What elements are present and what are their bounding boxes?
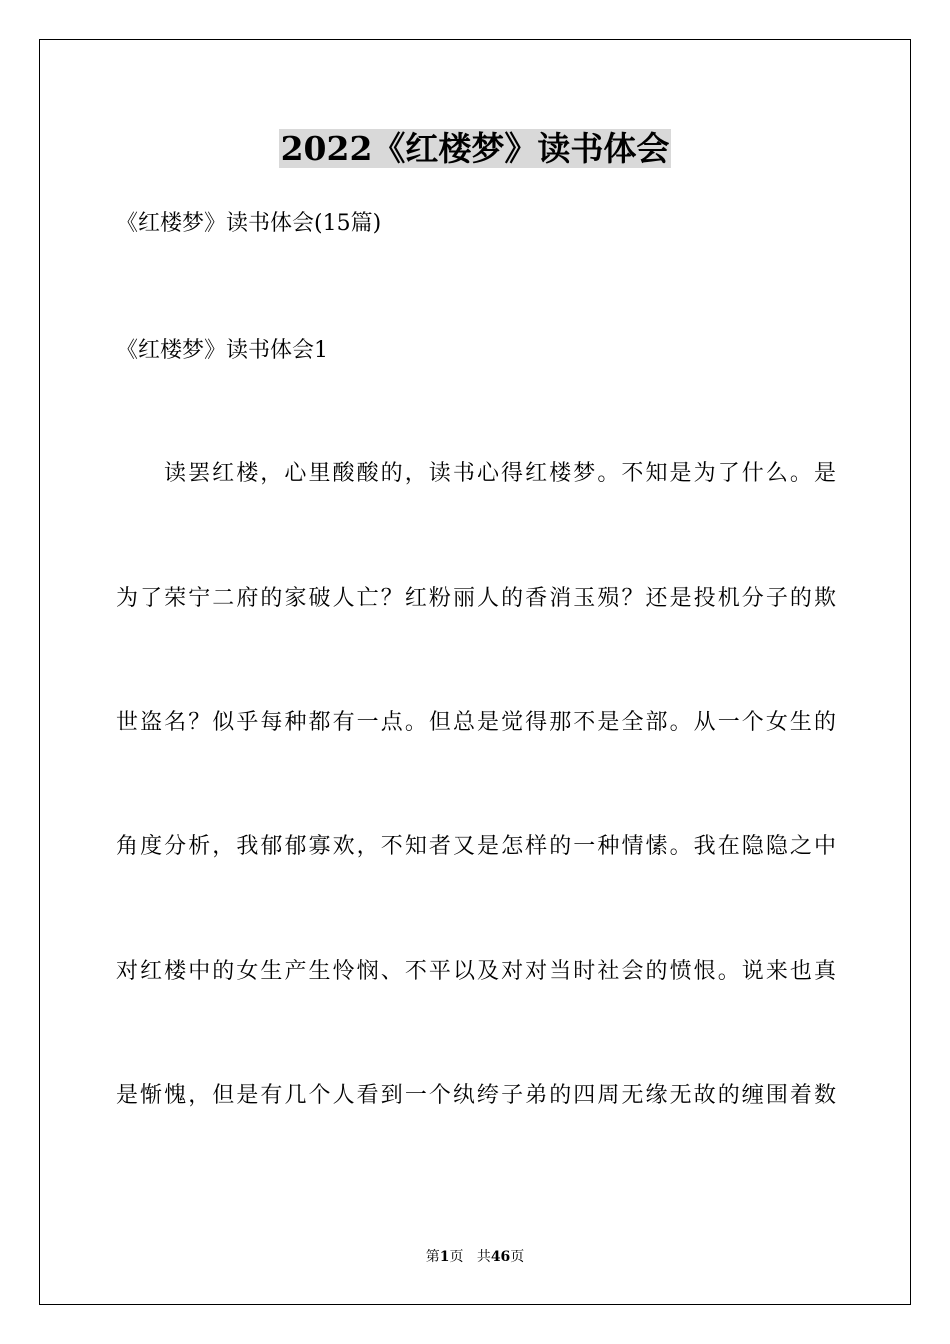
- footer-total-pages: 46: [490, 1249, 511, 1265]
- paragraph-line: 读罢红楼，心里酸酸的，读书心得红楼梦。不知是为了什么。是: [164, 461, 836, 486]
- document-title: [0, 126, 950, 172]
- footer-page-suffix: 页: [449, 1249, 464, 1265]
- document-title-text: 2022《红楼梦》读书体会: [280, 129, 670, 168]
- footer-page-number: 1: [439, 1249, 450, 1265]
- page-footer: [0, 1247, 950, 1267]
- footer-total-suffix: 页: [510, 1249, 525, 1265]
- footer-page-prefix: 第: [425, 1249, 440, 1265]
- paragraph-line: 角度分析，我郁郁寡欢，不知者又是怎样的一种情愫。我在隐隐之中: [116, 834, 836, 859]
- footer-total-prefix: 共: [476, 1249, 491, 1265]
- paragraph-line: 为了荣宁二府的家破人亡？红粉丽人的香消玉殒？还是投机分子的欺: [116, 586, 836, 611]
- paragraph-line: 是惭愧，但是有几个人看到一个纨绔子弟的四周无缘无故的缠围着数: [116, 1083, 836, 1108]
- paragraph-line: 世盗名？似乎每种都有一点。但总是觉得那不是全部。从一个女生的: [116, 710, 836, 735]
- section-heading: 《红楼梦》读书体会1: [116, 338, 328, 363]
- paragraph-line: 对红楼中的女生产生怜悯、不平以及对对当时社会的愤恨。说来也真: [116, 959, 836, 984]
- document-subtitle: 《红楼梦》读书体会(15篇): [116, 211, 382, 236]
